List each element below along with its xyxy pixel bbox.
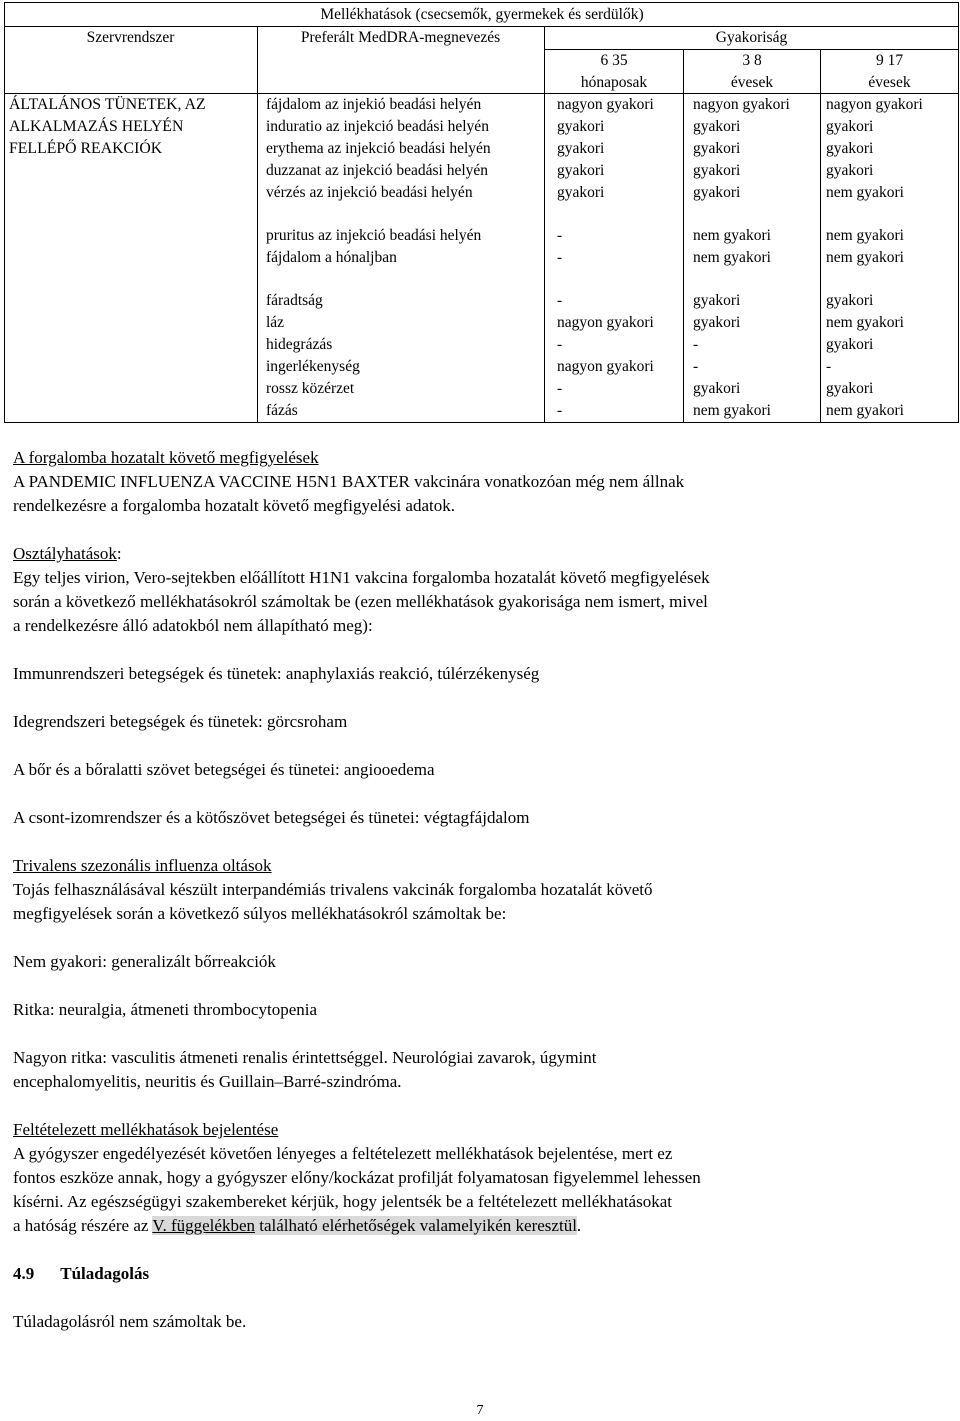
adverse-reactions-table	[4, 2, 959, 423]
trivalent-line-2: megfigyelések során a következő súlyos mellékhatásokról számoltak be:	[13, 904, 507, 923]
header-organ-system: Szervrendszer	[86, 29, 175, 46]
rare-reactions: Ritka: neuralgia, átmeneti thrombocytopenia	[13, 1000, 318, 1019]
postmarketing-line-1: A PANDEMIC INFLUENZA VACCINE H5N1 BAXTER vakcinára vonatkozóan még nem állnak	[13, 472, 685, 491]
group2-col-3-8-years: nem gyakori nem gyakori	[693, 227, 771, 266]
section-4-9-heading: 4.9 Túladagolás	[13, 1264, 150, 1283]
group2-col-9-17-years: nem gyakori nem gyakori	[826, 227, 904, 266]
reporting-line-4: a hatóság részére az V. függelékben található elérhetőségek valamelyikén keresztül.	[13, 1216, 582, 1235]
class-effects-line-3: a rendelkezésre álló adatokból nem állapítható meg):	[13, 616, 373, 635]
postmarketing-line-2: rendelkezésre a forgalomba hozatalt követő megfigyelési adatok.	[13, 496, 455, 515]
class-effects-heading: Osztályhatások:	[13, 544, 122, 563]
trivalent-line-1: Tojás felhasználásával készült interpandémiás trivalens vakcinák forgalomba hozatalát követő	[13, 880, 653, 899]
group3-terms: fáradtság láz hidegrázás ingerlékenység rossz közérzet fázás	[266, 292, 360, 419]
trivalent-heading: Trivalens szezonális influenza oltások	[13, 856, 272, 875]
page-number: 7	[476, 1403, 484, 1418]
header-age-3-8-years: 3 8 évesek	[730, 52, 774, 91]
reporting-line-2: fontos eszköze annak, hogy a gyógyszer előny/kockázat profilját folyamatosan figyelemmel lehessen	[13, 1168, 701, 1187]
group1-terms: fájdalom az injekió beadási helyén induratio az injekció beadási helyén erythema az injekció beadási helyén duzzanat az injekció beadási helyén vérzés az injekció beadási helyén	[266, 96, 491, 201]
header-age-6-35-months: 6 35 hónaposak	[580, 52, 648, 91]
header-meddra-term: Preferált MedDRA-megnevezés	[300, 29, 501, 46]
appendix-v-link[interactable]: V. függelékben	[152, 1216, 255, 1235]
group3-col-3-8-years: gyakori gyakori - - gyakori nem gyakori	[693, 292, 771, 419]
header-age-9-17-years: 9 17 évesek	[868, 52, 911, 91]
group1-col-3-8-years: nagyon gyakori gyakori gyakori gyakori gyakori	[693, 96, 790, 201]
skin-disorders: A bőr és a bőralatti szövet betegségei és tünetei: angiooedema	[13, 760, 435, 779]
class-effects-line-1: Egy teljes virion, Vero-sejtekben előállított H1N1 vakcina forgalomba hozatalát követő megfigyelések	[13, 568, 710, 587]
postmarketing-heading: A forgalomba hozatalt követő megfigyelések	[13, 448, 319, 467]
organ-system-name: ÁLTALÁNOS TÜNETEK, AZ ALKALMAZÁS HELYÉN FELLÉPŐ REAKCIÓK	[9, 96, 206, 157]
header-frequency: Gyakoriság	[715, 29, 788, 46]
table-caption: Mellékhatások (csecsemők, gyermekek és serdülők)	[320, 6, 644, 23]
musculoskeletal-disorders: A csont-izomrendszer és a kötőszövet betegségei és tünetei: végtagfájdalom	[13, 808, 530, 827]
group3-col-9-17-years: gyakori nem gyakori gyakori - gyakori nem gyakori	[826, 292, 904, 419]
reporting-line-3: kísérni. Az egészségügyi szakembereket kérjük, hogy jelentsék be a feltételezett mellékhatásokat	[13, 1192, 672, 1211]
group2-terms: pruritus az injekció beadási helyén fájdalom a hónaljban	[266, 227, 482, 266]
uncommon-reactions: Nem gyakori: generalizált bőrreakciók	[13, 952, 276, 971]
group2-col-6-35-months: - -	[557, 227, 563, 266]
reporting-heading: Feltételezett mellékhatások bejelentése	[13, 1120, 279, 1139]
nervous-system-disorders: Idegrendszeri betegségek és tünetek: görcsroham	[13, 712, 348, 731]
very-rare-line-2: encephalomyelitis, neuritis és Guillain–Barré-szindróma.	[13, 1072, 402, 1091]
immune-system-disorders: Immunrendszeri betegségek és tünetek: anaphylaxiás reakció, túlérzékenység	[13, 664, 540, 683]
very-rare-line-1: Nagyon ritka: vasculitis átmeneti renalis érintettséggel. Neurológiai zavarok, úgymint	[13, 1048, 597, 1067]
class-effects-line-2: során a következő mellékhatásokról számoltak be (ezen mellékhatások gyakorisága nem ismert, mivel	[13, 592, 708, 611]
group1-col-6-35-months: nagyon gyakori gyakori gyakori gyakori gyakori	[557, 96, 654, 201]
reporting-line-1: A gyógyszer engedélyezését követően lényeges a feltételezett mellékhatások bejelentése, mert ez	[13, 1144, 673, 1163]
group3-col-6-35-months: - nagyon gyakori - nagyon gyakori - -	[557, 292, 654, 419]
overdose-text: Túladagolásról nem számoltak be.	[13, 1312, 247, 1331]
group1-col-9-17-years: nagyon gyakori gyakori gyakori gyakori nem gyakori	[826, 96, 923, 201]
